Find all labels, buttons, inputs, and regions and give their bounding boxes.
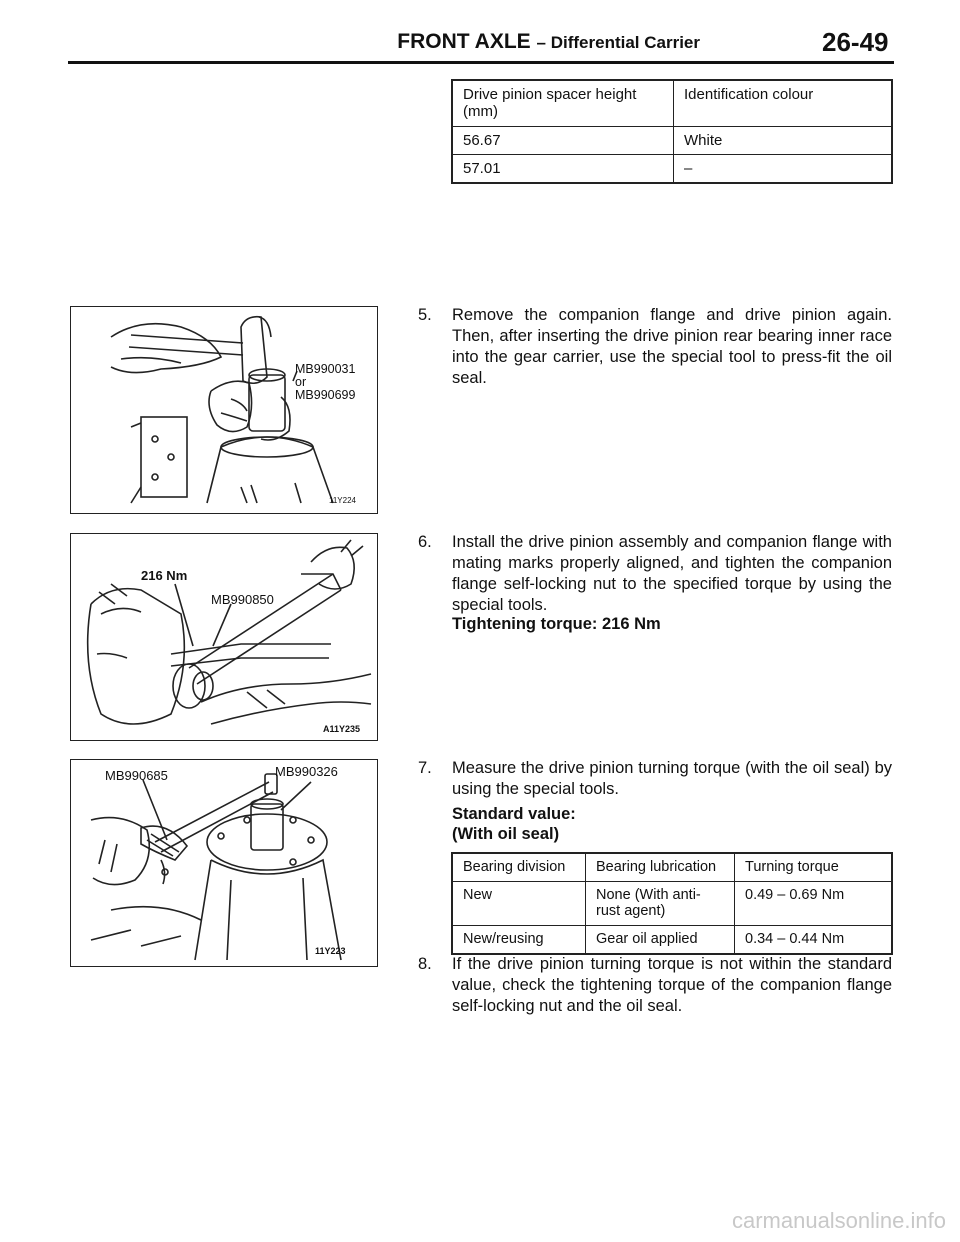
tightening-torque-spec: Tightening torque: 216 Nm (452, 615, 661, 633)
step-number: 7. (418, 759, 432, 777)
step-text: Remove the companion flange and drive pinion again. Then, after inserting the drive pinion rear bearing inner race into the gear carrier, use the special tool to press-fit the oil seal. (452, 306, 892, 387)
step-text: Install the drive pinion assembly and companion flange with mating marks properly aligned, and tighten the companion flange self-locking nut to the specified torque by using the special tools. (452, 533, 892, 614)
table-header-row (452, 853, 892, 881)
page-number: 26-49 (822, 27, 889, 57)
table-cell: 57.01 (452, 154, 674, 183)
table-header-cell: Turning torque (735, 853, 893, 881)
illustration-oil-seal (71, 307, 377, 513)
standard-value-label: Standard value: (452, 805, 576, 823)
table-cell: New/reusing (452, 926, 586, 954)
illustration-torque-wrench (71, 534, 377, 740)
subsection-title: Differential Carrier (550, 33, 700, 52)
table-row (452, 154, 892, 183)
figure-label: MB990685 (105, 768, 168, 783)
illustration-torque-gauge (71, 760, 377, 966)
turning-torque-table (451, 852, 893, 955)
table-header-row (452, 80, 892, 126)
figure-label: MB990699 (295, 388, 356, 402)
step-6 (418, 532, 892, 616)
table-cell: New (452, 881, 586, 925)
table-header-cell: Bearing division (452, 853, 586, 881)
figure-code: 11Y224 (329, 496, 356, 505)
header-divider (68, 61, 894, 64)
table-cell: Gear oil applied (586, 926, 735, 954)
watermark: carmanualsonline.info (731, 1208, 946, 1233)
figure-label: 216 Nm (141, 568, 188, 583)
table-row (452, 926, 892, 954)
table-cell: 0.34 – 0.44 Nm (735, 926, 893, 954)
figure-label: MB990850 (211, 592, 274, 607)
figure-label: or (295, 375, 307, 389)
table-row (452, 881, 892, 925)
section-title: FRONT AXLE (397, 30, 531, 53)
figure-label: MB990031 (295, 362, 356, 376)
figure-code: 11Y223 (315, 946, 346, 956)
step-number: 5. (418, 306, 432, 324)
page-title (300, 30, 700, 54)
figure-tighten-flange-nut (70, 533, 378, 741)
table-cell: 0.49 – 0.69 Nm (735, 881, 893, 925)
step-text: Measure the drive pinion turning torque (with the oil seal) by using the special tools. (452, 759, 892, 798)
step-text: If the drive pinion turning torque is not within the standard value, check the tightening torque of the companion flange self-locking nut and the oil seal. (452, 955, 892, 1015)
standard-value-condition: (With oil seal) (452, 825, 560, 843)
step-5 (418, 305, 892, 389)
figure-label: MB990326 (275, 764, 338, 779)
figure-code: A11Y235 (323, 724, 361, 734)
figure-oil-seal-press-fit (70, 306, 378, 514)
title-dash: – (536, 33, 546, 52)
table-header-cell: Bearing lubrication (586, 853, 735, 881)
spacer-table (451, 79, 893, 184)
table-cell: White (674, 126, 893, 154)
step-7 (418, 758, 892, 800)
step-8 (418, 954, 892, 1017)
table-row (452, 126, 892, 154)
table-header-cell: Drive pinion spacer height (mm) (452, 80, 674, 126)
step-number: 6. (418, 533, 432, 551)
table-cell: None (With anti-rust agent) (586, 881, 735, 925)
table-cell: – (674, 154, 893, 183)
step-number: 8. (418, 955, 432, 973)
table-header-cell: Identification colour (674, 80, 893, 126)
figure-measure-turning-torque (70, 759, 378, 967)
table-cell: 56.67 (452, 126, 674, 154)
